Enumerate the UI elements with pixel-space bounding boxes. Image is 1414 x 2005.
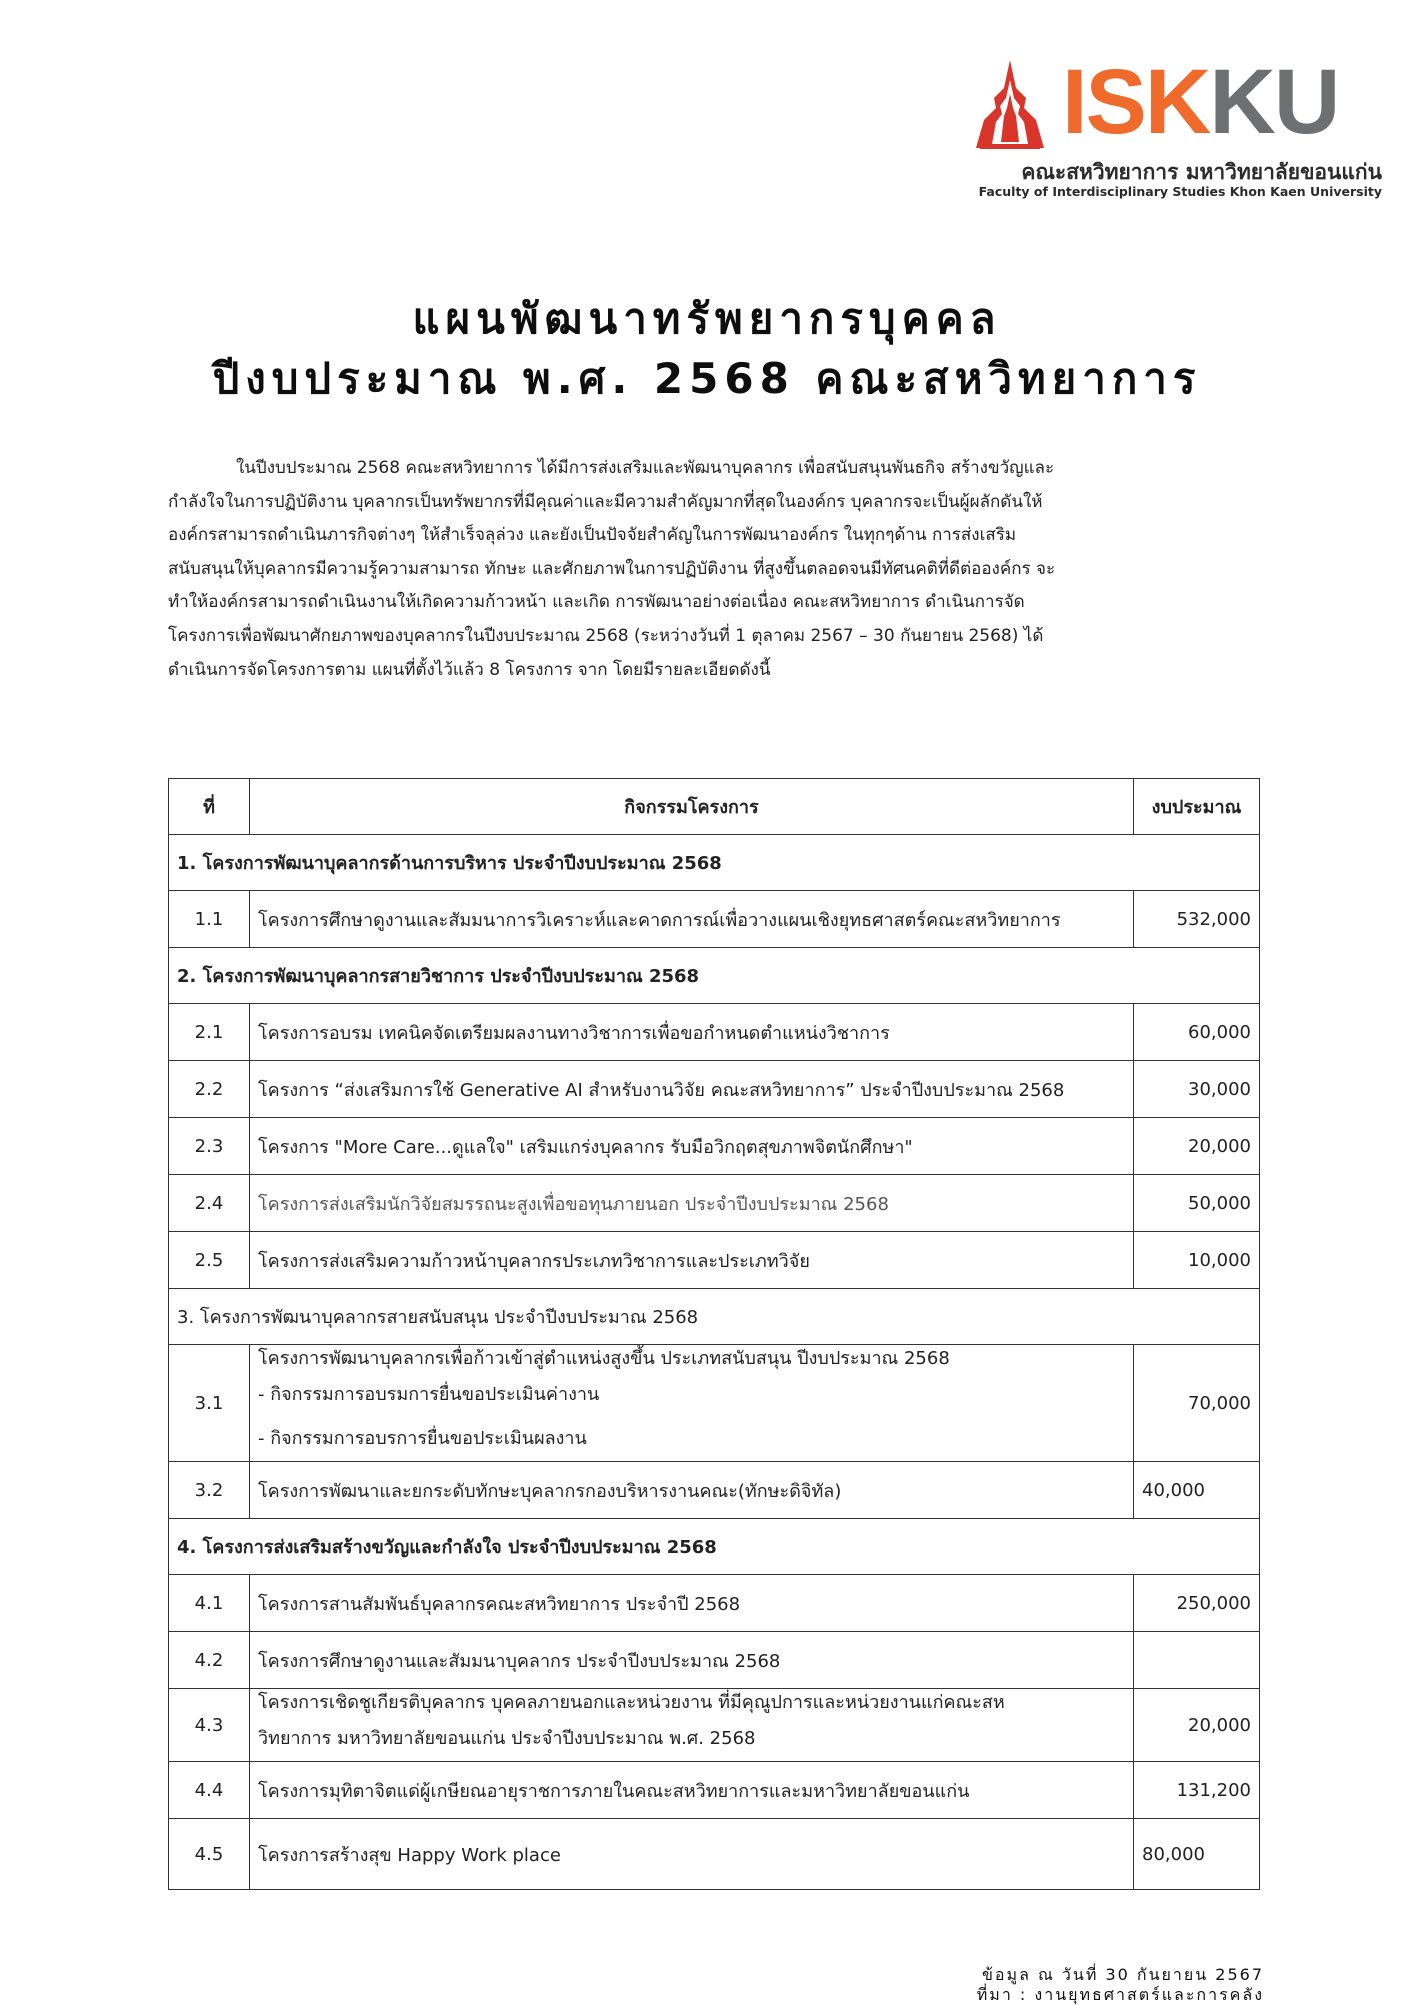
intro-line: โครงการเพื่อพัฒนาศักยภาพของบุคลากรในปีงบประมาณ 2568 (ระหว่างวันที่ 1 ตุลาคม 2567 – 30 กันยายน 2568) ได้ [168,625,1044,646]
row-number: 4.3 [169,1689,250,1762]
intro-line: ทำให้องค์กรสามารถดำเนินงานให้เกิดความก้าวหน้า และเกิด การพัฒนาอย่างต่อเนื่อง คณะสหวิทยาการ ดำเนินการจัด [168,592,1025,613]
row-number: 1.1 [169,891,250,948]
table-row [169,1118,1260,1175]
table-row [169,1061,1260,1118]
footer-note [977,1965,1264,2005]
intro-paragraph [168,452,1218,687]
row-description: โครงการส่งเสริมความก้าวหน้าบุคลากรประเภทวิชาการและประเภทวิจัย [250,1232,1134,1289]
section-row [169,948,1260,1004]
row-number: 4.1 [169,1575,250,1632]
table-row [169,1575,1260,1632]
row-number: 2.5 [169,1232,250,1289]
row-number: 2.1 [169,1004,250,1061]
header-budget: งบประมาณ [1134,779,1260,835]
row-description: โครงการมุทิตาจิตแด่ผู้เกษียณอายุราชการภายในคณะสหวิทยาการและมหาวิทยาลัยขอนแก่น [250,1762,1134,1819]
row-budget: 532,000 [1134,891,1260,948]
row-number: 4.5 [169,1819,250,1890]
page-subtitle: ปีงบประมาณ พ.ศ. 2568 คณะสหวิทยาการ [212,354,1202,403]
section-title: 4. โครงการส่งเสริมสร้างขวัญและกำลังใจ ประจำปีงบประมาณ 2568 [169,1519,1260,1575]
header-no: ที่ [169,779,250,835]
row-description: โครงการศึกษาดูงานและสัมมนาการวิเคราะห์และคาดการณ์เพื่อวางแผนเชิงยุทธศาสตร์คณะสหวิทยาการ [250,891,1134,948]
row-sub-activity: - กิจกรรมการอบรการยื่นขอประเมินผลงาน [258,1428,587,1449]
row-description-line: โครงการเชิดชูเกียรติบุคลากร บุคคลภายนอกและหน่วยงาน ที่มีคุณูปการและหน่วยงานแก่คณะสห [258,1692,1005,1713]
table-row [169,891,1260,948]
row-budget: 50,000 [1134,1175,1260,1232]
intro-line: กำลังใจในการปฏิบัติงาน บุคลากรเป็นทรัพยากรที่มีคุณค่าและมีความสำคัญมากที่สุดในองค์กร บุคลากรจะเป็นผู้ผลักดันให้ [168,491,1043,512]
table-row [169,1762,1260,1819]
row-number: 3.1 [169,1345,250,1462]
row-budget: 70,000 [1134,1345,1260,1462]
row-description: โครงการอบรม เทคนิคจัดเตรียมผลงานทางวิชาการเพื่อขอกำหนดตำแหน่งวิชาการ [250,1004,1134,1061]
row-description: โครงการ "More Care...ดูแลใจ" เสริมแกร่งบุคลากร รับมือวิกฤตสุขภาพจิตนักศึกษา" [250,1118,1134,1175]
row-budget: 10,000 [1134,1232,1260,1289]
row-budget: 20,000 [1134,1118,1260,1175]
row-budget: 131,200 [1134,1762,1260,1819]
section-title: 2. โครงการพัฒนาบุคลากรสายวิชาการ ประจำปีงบประมาณ 2568 [169,948,1260,1004]
row-description: โครงการสร้างสุข Happy Work place [250,1819,1134,1890]
table-row [169,1689,1260,1762]
row-budget: 250,000 [1134,1575,1260,1632]
footer-source: ที่มา : งานยุทธศาสตร์และการคลัง [976,1985,1264,2004]
table-row [169,1819,1260,1890]
row-budget: 80,000 [1134,1819,1260,1890]
row-number: 3.2 [169,1462,250,1519]
table-row [169,1632,1260,1689]
intro-line: องค์กรสามารถดำเนินภารกิจต่างๆ ให้สำเร็จลุล่วง และยังเป็นปัจจัยสำคัญในการพัฒนาองค์กร ในทุกๆด้าน การส่งเสริม [168,525,1017,546]
header-activity: กิจกรรมโครงการ [250,779,1134,835]
logo-ku: KU [1209,51,1339,153]
table-row [169,1345,1260,1462]
row-number: 4.2 [169,1632,250,1689]
section-title: 3. โครงการพัฒนาบุคลากรสายสนับสนุน ประจำปีงบประมาณ 2568 [169,1289,1260,1345]
intro-line: สนับสนุนให้บุคลากรมีความรู้ความสามารถ ทักษะ และศักยภาพในการปฏิบัติงาน ที่สูงขึ้นตลอดจนมีทัศนคติที่ดีต่อองค์กร จะ [168,558,1056,579]
section-row [169,1519,1260,1575]
table-row [169,1004,1260,1061]
row-number: 2.2 [169,1061,250,1118]
faculty-logo [962,51,1382,206]
table-row [169,1175,1260,1232]
row-description [250,1345,1134,1462]
table-row [169,1232,1260,1289]
row-budget: 30,000 [1134,1061,1260,1118]
row-budget: 20,000 [1134,1689,1260,1762]
row-number: 2.3 [169,1118,250,1175]
row-budget [1134,1632,1260,1689]
row-description: โครงการพัฒนาและยกระดับทักษะบุคลากรกองบริหารงานคณะ(ทักษะดิจิทัล) [250,1462,1134,1519]
row-description: โครงการศึกษาดูงานและสัมมนาบุคลากร ประจำปีงบประมาณ 2568 [250,1632,1134,1689]
project-plan-table [168,778,1260,1890]
logo-wordmark [1062,51,1339,153]
row-sub-activity: - กิจกรรมการอบรมการยื่นขอประเมินค่างาน [258,1384,600,1405]
intro-line: ในปีงบประมาณ 2568 คณะสหวิทยาการ ได้มีการส่งเสริมและพัฒนาบุคลากร เพื่อสนับสนุนพันธกิจ สร้างขวัญและ [236,458,1055,478]
row-description: โครงการส่งเสริมนักวิจัยสมรรถนะสูงเพื่อขอทุนภายนอก ประจำปีงบประมาณ 2568 [250,1175,1134,1232]
row-description-main: โครงการพัฒนาบุคลากรเพื่อก้าวเข้าสู่ตำแหน่งสูงขึ้น ประเภทสนับสนุน ปีงบประมาณ 2568 [258,1348,950,1369]
page-title: แผนพัฒนาทรัพยากรบุคคล [412,294,1002,343]
row-number: 4.4 [169,1762,250,1819]
intro-line: ดำเนินการจัดโครงการตาม แผนที่ตั้งไว้แล้ว 8 โครงการ จาก โดยมีรายละเอียดดังนี้ [168,659,771,680]
logo-isk: ISK [1062,51,1210,153]
table-row [169,1462,1260,1519]
row-description: โครงการสานสัมพันธ์บุคลากรคณะสหวิทยาการ ประจำปี 2568 [250,1575,1134,1632]
footer-date: ข้อมูล ณ วันที่ 30 กันยายน 2567 [981,1965,1264,1984]
row-budget: 60,000 [1134,1004,1260,1061]
temple-logo-icon [966,58,1054,150]
row-number: 2.4 [169,1175,250,1232]
row-description-line: วิทยาการ มหาวิทยาลัยขอนแก่น ประจำปีงบประมาณ พ.ศ. 2568 [258,1728,756,1749]
row-description: โครงการ “ส่งเสริมการใช้ Generative AI สำหรับงานวิจัย คณะสหวิทยาการ” ประจำปีงบประมาณ 2568 [250,1061,1134,1118]
section-row [169,1289,1260,1345]
row-description [250,1689,1134,1762]
logo-english-name: Faculty of Interdisciplinary Studies Khon Kaen University [978,184,1382,199]
row-budget: 40,000 [1134,1462,1260,1519]
section-title: 1. โครงการพัฒนาบุคลากรด้านการบริหาร ประจำปีงบประมาณ 2568 [169,835,1260,891]
logo-thai-name: คณะสหวิทยาการ มหาวิทยาลัยขอนแก่น [1021,160,1382,184]
table-header-row [169,779,1260,835]
section-row [169,835,1260,891]
